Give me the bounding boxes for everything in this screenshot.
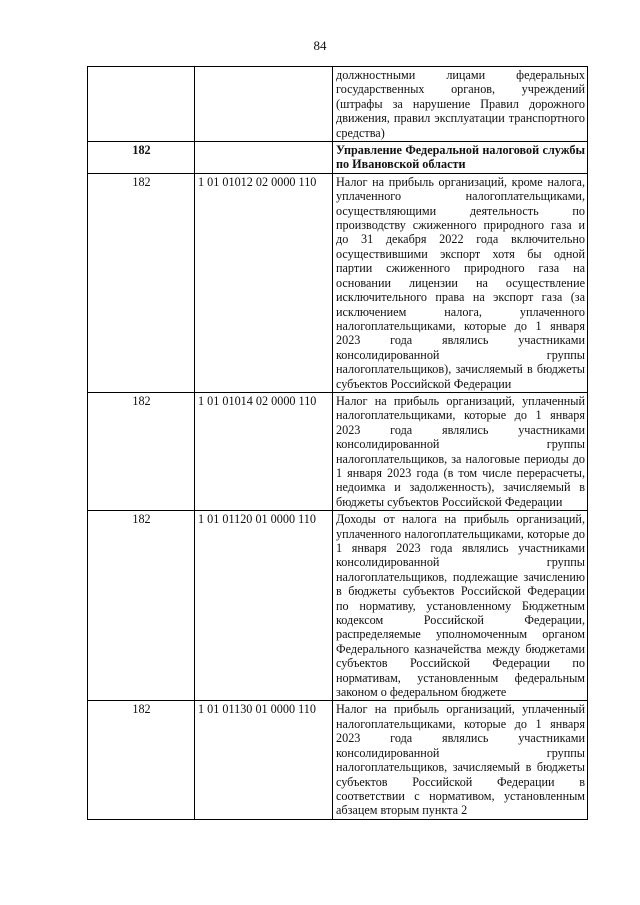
description-cell: должностными лицами федеральных государственных органов, учреждений (штрафы за нарушение Правил дорожного движения, правил эксплуатации транспортного средства) (333, 67, 588, 142)
table-row (88, 511, 588, 701)
admin-code-cell: 182 (88, 511, 195, 701)
table-row (88, 142, 588, 174)
budget-code-cell: 1 01 01014 02 0000 110 (195, 392, 333, 510)
table-row (88, 392, 588, 510)
table-row (88, 701, 588, 819)
budget-code-cell (195, 142, 333, 174)
description-cell: Доходы от налога на прибыль организаций, уплаченного налогоплательщиками, которые до 1 января 2023 года являлись участниками консолидированной группы налогоплательщиков, подлежащие зачислению в бюджеты субъектов Российской Федерации по нормативу, установленному Бюджетным кодексом Российской Федерации, распределяемые уполномоченным органом Федерального казначейства между бюджетами субъектов Российской Федерации по нормативам, установленным федеральным законом о федеральном бюджете (333, 511, 588, 701)
admin-code-cell (88, 67, 195, 142)
table-row (88, 67, 588, 142)
budget-code-cell (195, 67, 333, 142)
budget-code-cell: 1 01 01130 01 0000 110 (195, 701, 333, 819)
budget-classification-table (87, 66, 588, 820)
admin-code-cell: 182 (88, 392, 195, 510)
admin-code-cell: 182 (88, 173, 195, 392)
budget-code-cell: 1 01 01120 01 0000 110 (195, 511, 333, 701)
budget-code-cell: 1 01 01012 02 0000 110 (195, 173, 333, 392)
table-row (88, 173, 588, 392)
page-number: 84 (313, 38, 327, 53)
description-cell: Управление Федеральной налоговой службы по Ивановской области (333, 142, 588, 174)
admin-code-cell: 182 (88, 142, 195, 174)
description-cell: Налог на прибыль организаций, уплаченный налогоплательщиками, которые до 1 января 2023 года являлись участниками консолидированной группы налогоплательщиков, за налоговые периоды до 1 января 2023 года (в том числе перерасчеты, недоимка и задолженность), зачисляемый в бюджеты субъектов Российской Федерации (333, 392, 588, 510)
description-cell: Налог на прибыль организаций, кроме налога, уплаченного налогоплательщиками, осуществляющими деятельность по производству сжиженного природного газа и до 31 декабря 2022 года включительно осуществившими экспорт хотя бы одной партии сжиженного природного газа на основании лицензии на осуществление исключительного права на экспорт газа (за исключением налога, уплаченного налогоплательщиками, которые до 1 января 2023 года являлись участниками консолидированной группы налогоплательщиков), зачисляемый в бюджеты субъектов Российской Федерации (333, 173, 588, 392)
description-cell: Налог на прибыль организаций, уплаченный налогоплательщиками, которые до 1 января 2023 года являлись участниками консолидированной группы налогоплательщиков, зачисляемый в бюджеты субъектов Российской Федерации в соответствии с нормативом, установленным абзацем вторым пункта 2 (333, 701, 588, 819)
admin-code-cell: 182 (88, 701, 195, 819)
